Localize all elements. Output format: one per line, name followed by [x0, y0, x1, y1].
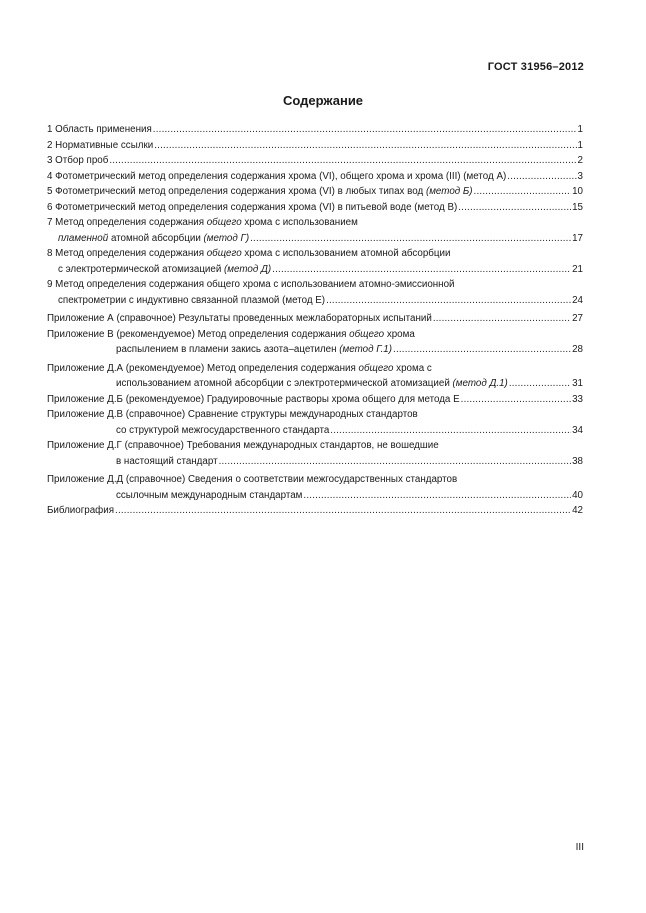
toc-text-italic: пламенной [58, 232, 109, 244]
toc-text-part: Приложение Д.А (рекомендуемое) Метод определения содержания [47, 362, 359, 374]
toc-appendix-dd[interactable] [47, 472, 583, 488]
toc-page-number: 3 [577, 170, 583, 182]
toc-page-number: 31 [572, 378, 583, 389]
toc-entry-text: в настоящий стандарт [116, 455, 218, 467]
toc-appendix-dg-cont[interactable] [47, 454, 583, 470]
toc-entry-text: Приложение Д.Б (рекомендуемое) Градуировочные растворы хрома общего для метода Е [47, 393, 460, 405]
page-title: Содержание [282, 93, 364, 108]
toc-text-part: хрома с использованием атомной абсорбции [241, 248, 451, 259]
toc-appendix-db[interactable] [47, 392, 583, 408]
toc-appendix-dv-cont[interactable] [47, 423, 583, 439]
toc-text-part: с электротермической атомизацией [58, 263, 225, 275]
table-of-contents [47, 122, 583, 519]
toc-page-number: 17 [572, 232, 583, 244]
toc-entry-text: 6 Фотометрический метод определения содержания хрома (VI) в питьевой воде (метод В) [47, 201, 458, 213]
toc-entry-9-cont[interactable] [47, 293, 583, 309]
toc-entry-7[interactable] [47, 215, 583, 231]
toc-leader [154, 138, 576, 154]
toc-text-part: атомной абсорбции [108, 232, 204, 244]
toc-entry-2[interactable] [47, 138, 583, 154]
toc-leader [153, 122, 577, 138]
toc-leader [507, 169, 576, 185]
toc-page-number: 1 [577, 139, 583, 151]
toc-entry-5[interactable] [47, 184, 583, 200]
toc-text-italic: общего [206, 217, 242, 228]
toc-text-italic: (метод Б) [425, 186, 473, 197]
toc-entry-text [116, 376, 508, 392]
toc-text-italic: (метод Г) [203, 232, 250, 244]
page-folio: III [575, 842, 584, 853]
toc-entry-text: Приложение Д.Д (справочное) Сведения о соответствии межгосударственных стандартов [47, 474, 458, 485]
toc-page-number: 2 [577, 155, 583, 166]
toc-text-part: 7 Метод определения содержания [47, 217, 207, 228]
toc-entry-text [58, 231, 249, 247]
toc-entry-text [58, 262, 271, 278]
toc-leader [303, 488, 571, 504]
toc-leader [330, 423, 571, 439]
toc-text-italic: (метод Д.1) [452, 378, 508, 389]
toc-entry-text: Приложение Д.Г (справочное) Требования международных стандартов, не вошедшие [47, 440, 439, 451]
toc-page-number: 21 [572, 263, 583, 275]
toc-entry-text [47, 184, 473, 200]
toc-entry-6[interactable] [47, 200, 583, 216]
toc-appendix-b[interactable] [47, 327, 583, 343]
toc-entry-text: 1 Область применения [47, 124, 152, 135]
toc-leader [115, 503, 571, 519]
toc-entry-9[interactable] [47, 277, 583, 293]
toc-leader [250, 231, 571, 247]
toc-leader [272, 262, 571, 278]
toc-leader [109, 153, 576, 169]
toc-entry-3[interactable] [47, 153, 583, 169]
toc-page-number: 28 [572, 344, 583, 355]
toc-entry-text: 9 Метод определения содержания общего хрома с использованием атомно-эмиссионной [47, 279, 455, 290]
toc-bibliography[interactable] [47, 503, 583, 519]
toc-appendix-dg[interactable] [47, 438, 583, 454]
toc-page-number: 42 [572, 505, 583, 516]
toc-text-part: использованием атомной абсорбции с электротермической атомизацией [116, 378, 453, 389]
toc-entry-8-cont[interactable] [47, 262, 583, 278]
toc-text-italic: общего [358, 362, 394, 374]
toc-text-italic: (метод Г.1) [339, 344, 393, 355]
toc-text-part: Приложение В (рекомендуемое) Метод определения содержания [47, 328, 350, 340]
toc-text-part: хрома с [393, 362, 432, 374]
toc-entry-text: ссылочным международным стандартам [116, 489, 303, 501]
toc-appendix-da[interactable] [47, 361, 583, 377]
toc-entry-text: со структурой межгосударственного стандарта [116, 424, 330, 436]
toc-text-part: 5 Фотометрический метод определения содержания хрома (VI) в любых типах вод [47, 186, 426, 197]
toc-appendix-da-cont[interactable] [47, 376, 583, 392]
toc-text-italic: (метод Д) [224, 263, 272, 275]
toc-text-part: 8 Метод определения содержания [47, 248, 207, 259]
toc-entry-4[interactable] [47, 169, 583, 185]
toc-text-part: распылением в пламени закись азота–ацетилен [116, 344, 340, 355]
toc-entry-text: спектрометрии с индуктивно связанной плазмой (метод Е) [58, 294, 326, 306]
toc-entry-text: Библиография [47, 505, 115, 516]
toc-page-number: 38 [572, 455, 583, 467]
toc-entry-text: Приложение Д.В (справочное) Сравнение структуры международных стандартов [47, 409, 418, 420]
toc-entry-1[interactable] [47, 122, 583, 138]
toc-entry-8[interactable] [47, 246, 583, 262]
standard-designation: ГОСТ 31956–2012 [487, 61, 584, 73]
toc-text-italic: общего [349, 328, 385, 340]
toc-text-part: хрома с использованием [241, 217, 358, 228]
toc-leader [219, 454, 572, 470]
toc-leader [509, 376, 571, 392]
toc-appendix-b-cont[interactable] [47, 342, 583, 358]
toc-leader [393, 342, 571, 358]
toc-leader [433, 311, 571, 327]
toc-entry-7-cont[interactable] [47, 231, 583, 247]
toc-page-number: 1 [577, 124, 583, 135]
toc-page-number: 27 [572, 313, 583, 324]
toc-entry-text: 3 Отбор проб [47, 155, 109, 166]
toc-leader [458, 200, 571, 216]
toc-page-number: 24 [572, 294, 583, 306]
toc-leader [326, 293, 571, 309]
toc-entry-text [116, 342, 392, 358]
toc-page-number: 15 [572, 201, 583, 213]
toc-leader [474, 184, 572, 200]
toc-page-number: 40 [572, 489, 583, 501]
toc-appendix-a[interactable] [47, 311, 583, 327]
toc-page-number: 33 [572, 393, 583, 405]
toc-entry-text: 4 Фотометрический метод определения содержания хрома (VI), общего хрома и хрома (III) (метод А) [47, 170, 507, 182]
toc-entry-text: 2 Нормативные ссылки [47, 139, 154, 151]
toc-text-part: хрома [384, 328, 415, 340]
toc-appendix-dv[interactable] [47, 407, 583, 423]
toc-entry-text: Приложение А (справочное) Результаты проведенных межлабораторных испытаний [47, 313, 432, 324]
toc-page-number: 10 [572, 186, 583, 197]
toc-page-number: 34 [572, 424, 583, 436]
toc-text-italic: общего [206, 248, 242, 259]
toc-leader [461, 392, 571, 408]
toc-appendix-dd-cont[interactable] [47, 488, 583, 504]
